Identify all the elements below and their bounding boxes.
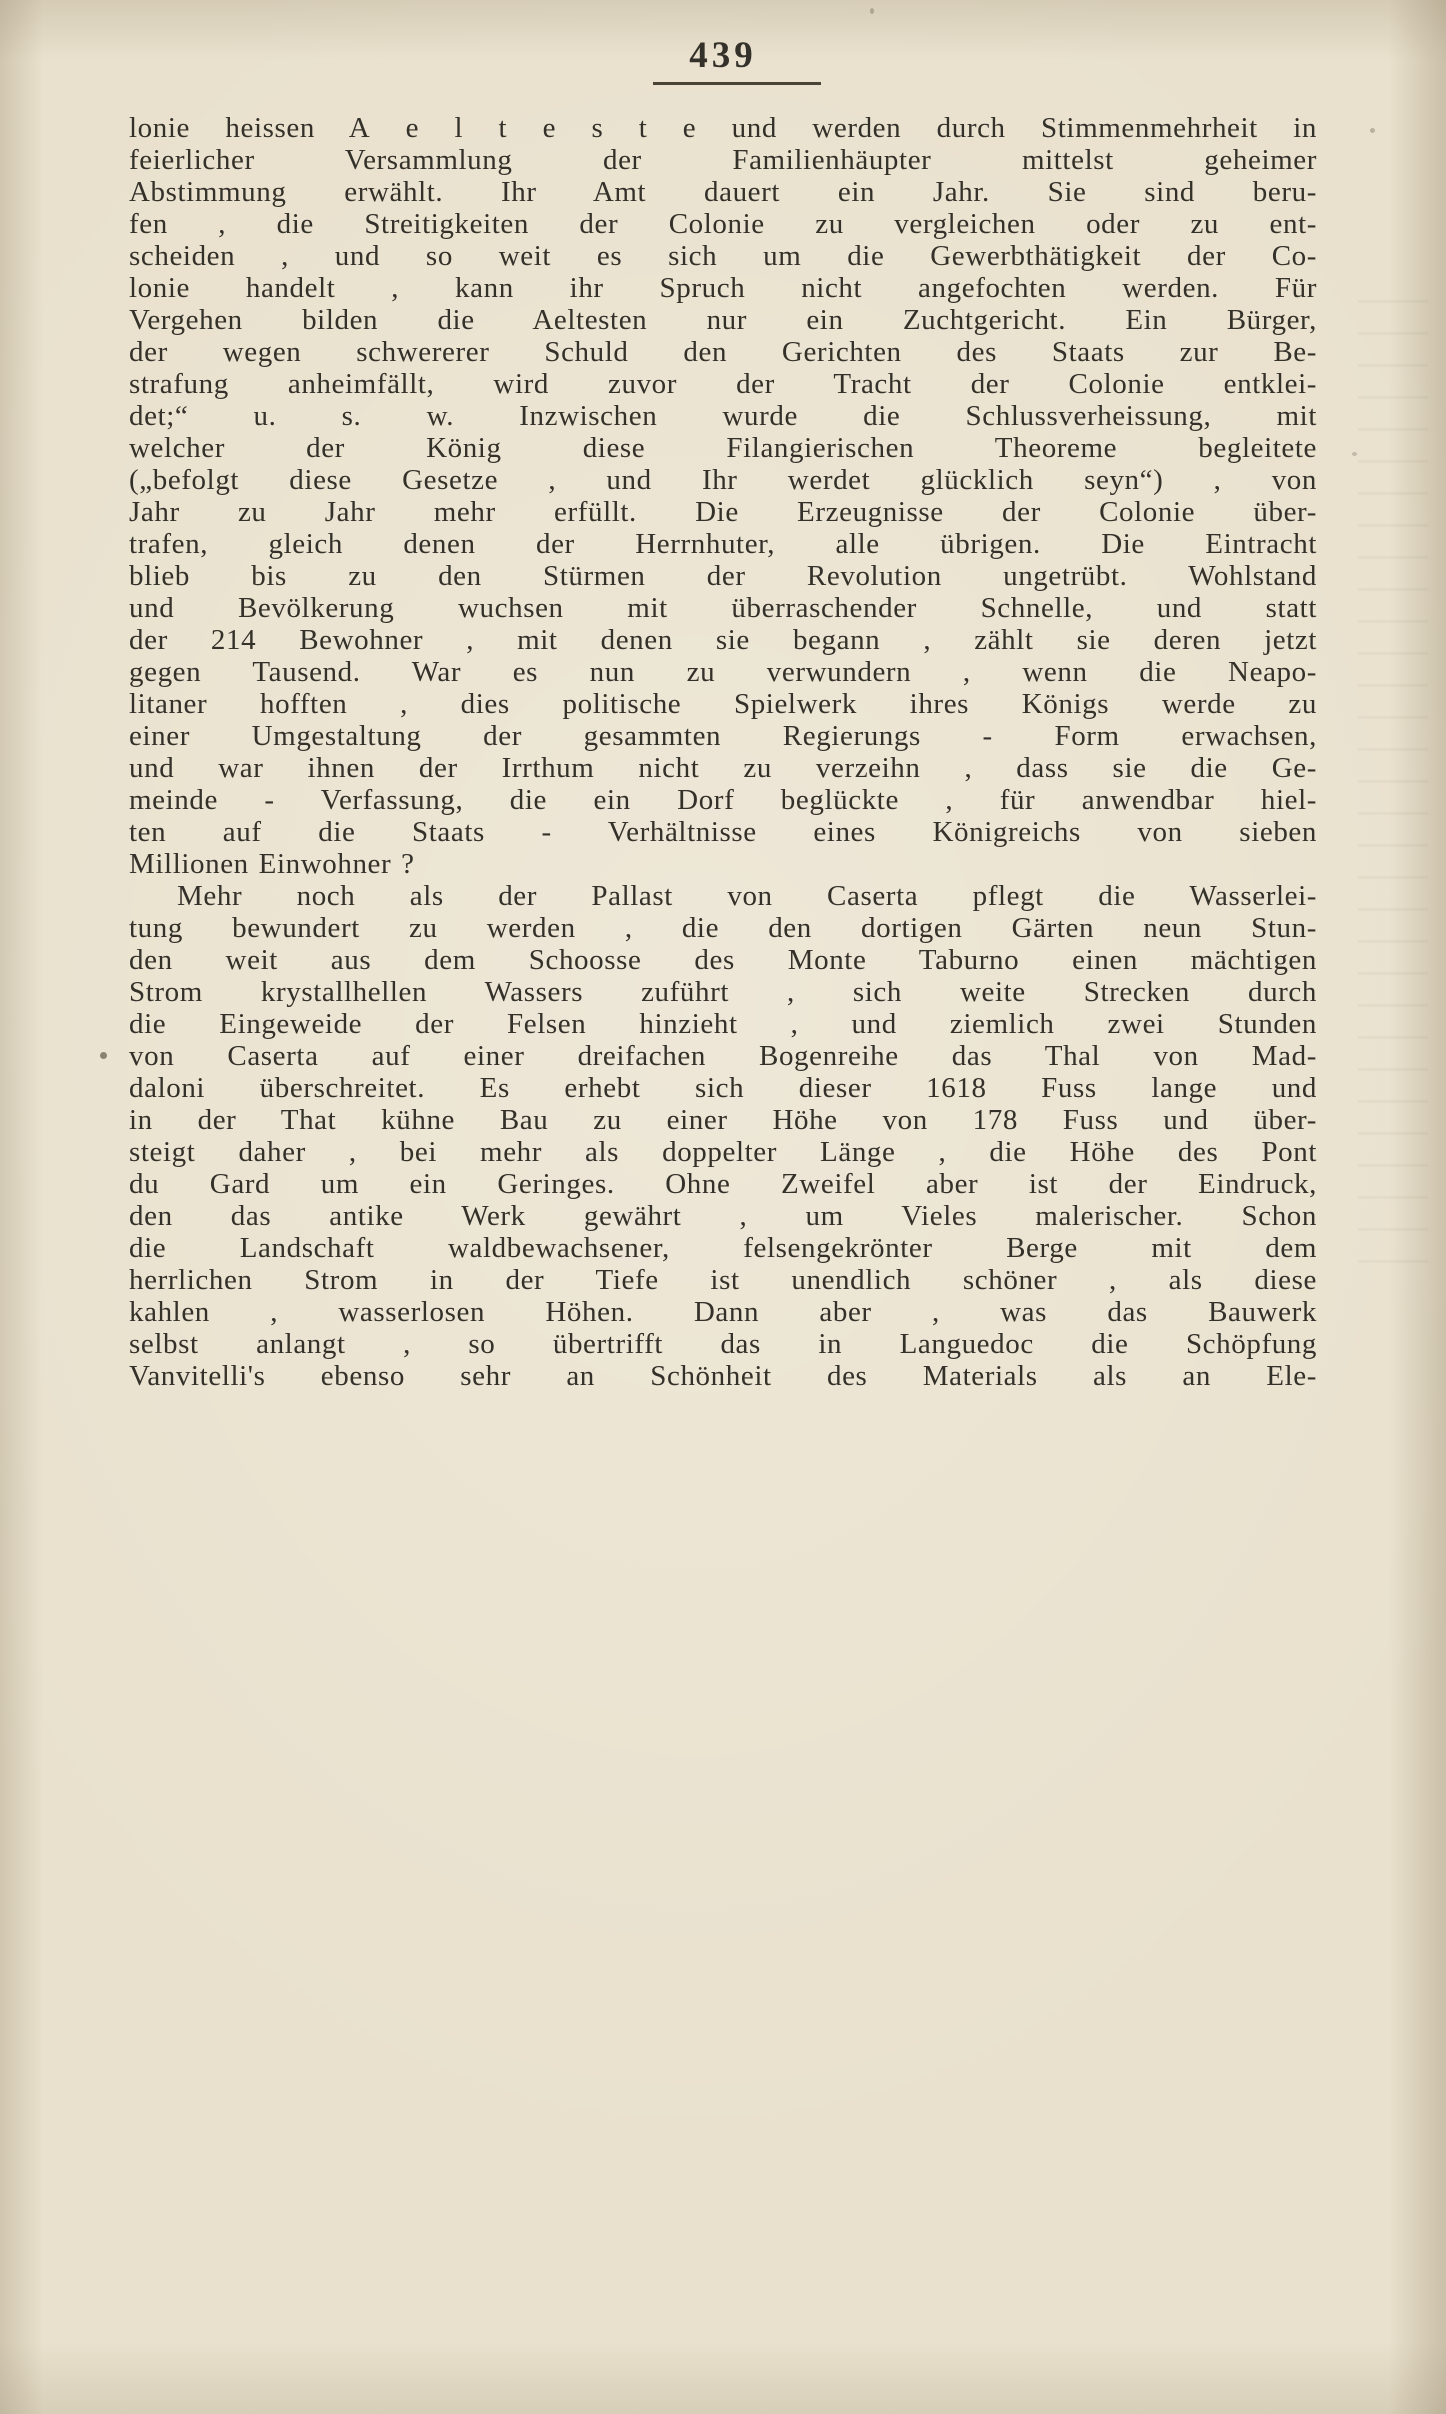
text-line: Vergehen bilden die Aeltesten nur ein Zuchtgericht. Ein Bürger,	[129, 304, 1317, 336]
text-line: der 214 Bewohner , mit denen sie begann , zählt sie deren jetzt	[129, 624, 1317, 656]
paper-speck	[1352, 452, 1357, 456]
text-line: steigt daher , bei mehr als doppelter Länge , die Höhe des Pont	[129, 1136, 1317, 1168]
paper-speck	[1370, 128, 1375, 133]
text-line: selbst anlangt , so übertrifft das in Languedoc die Schöpfung	[129, 1328, 1317, 1360]
text-line: scheiden , und so weit es sich um die Gewerbthätigkeit der Co-	[129, 240, 1317, 272]
text-line: meinde - Verfassung, die ein Dorf beglückte , für anwendbar hiel-	[129, 784, 1317, 816]
text-line: tung bewundert zu werden , die den dortigen Gärten neun Stun-	[129, 912, 1317, 944]
text-line: herrlichen Strom in der Tiefe ist unendlich schöner , als diese	[129, 1264, 1317, 1296]
text-line: feierlicher Versammlung der Familienhäupter mittelst geheimer	[129, 144, 1317, 176]
text-line: gegen Tausend. War es nun zu verwundern , wenn die Neapo-	[129, 656, 1317, 688]
paper-speck	[100, 1052, 107, 1059]
page-number: 439	[689, 35, 757, 76]
text-line: lonie heissen A e l t e s t e und werden durch Stimmenmehrheit in	[129, 112, 1317, 144]
text-line: det;“ u. s. w. Inzwischen wurde die Schlussverheissung, mit	[129, 400, 1317, 432]
text-line: strafung anheimfällt, wird zuvor der Tracht der Colonie entklei-	[129, 368, 1317, 400]
text-line: Millionen Einwohner ?	[129, 848, 415, 880]
ink-setoff-ghost	[1358, 300, 1428, 1280]
paper-speck	[870, 8, 874, 14]
text-line: Strom krystallhellen Wassers zuführt , sich weite Strecken durch	[129, 976, 1317, 1008]
text-line: Vanvitelli's ebenso sehr an Schönheit des Materials als an Ele-	[129, 1360, 1317, 1392]
text-line: Jahr zu Jahr mehr erfüllt. Die Erzeugnisse der Colonie über-	[129, 496, 1317, 528]
text-block	[129, 112, 1317, 1392]
text-line: trafen, gleich denen der Herrnhuter, alle übrigen. Die Eintracht	[129, 528, 1317, 560]
text-line: von Caserta auf einer dreifachen Bogenreihe das Thal von Mad-	[129, 1040, 1317, 1072]
text-line: lonie handelt , kann ihr Spruch nicht angefochten werden. Für	[129, 272, 1317, 304]
text-line: den weit aus dem Schoosse des Monte Taburno einen mächtigen	[129, 944, 1317, 976]
text-line: du Gard um ein Geringes. Ohne Zweifel aber ist der Eindruck,	[129, 1168, 1317, 1200]
text-line: fen , die Streitigkeiten der Colonie zu vergleichen oder zu ent-	[129, 208, 1317, 240]
page-header	[129, 34, 1317, 85]
text-line: welcher der König diese Filangierischen Theoreme begleitete	[129, 432, 1317, 464]
text-line: die Eingeweide der Felsen hinzieht , und ziemlich zwei Stunden	[129, 1008, 1317, 1040]
text-line: ten auf die Staats - Verhältnisse eines Königreichs von sieben	[129, 816, 1317, 848]
text-line: und war ihnen der Irrthum nicht zu verzeihn , dass sie die Ge-	[129, 752, 1317, 784]
text-line: kahlen , wasserlosen Höhen. Dann aber , was das Bauwerk	[129, 1296, 1317, 1328]
text-line: die Landschaft waldbewachsener, felsengekrönter Berge mit dem	[129, 1232, 1317, 1264]
text-line: den das antike Werk gewährt , um Vieles malerischer. Schon	[129, 1200, 1317, 1232]
text-line: in der That kühne Bau zu einer Höhe von 178 Fuss und über-	[129, 1104, 1317, 1136]
text-line: litaner hofften , dies politische Spielwerk ihres Königs werde zu	[129, 688, 1317, 720]
text-line: der wegen schwererer Schuld den Gerichten des Staats zur Be-	[129, 336, 1317, 368]
text-line: daloni überschreitet. Es erhebt sich dieser 1618 Fuss lange und	[129, 1072, 1317, 1104]
text-line: blieb bis zu den Stürmen der Revolution ungetrübt. Wohlstand	[129, 560, 1317, 592]
text-line: einer Umgestaltung der gesammten Regierungs - Form erwachsen,	[129, 720, 1317, 752]
text-line: („befolgt diese Gesetze , und Ihr werdet glücklich seyn“) , von	[129, 464, 1317, 496]
text-line: Abstimmung erwählt. Ihr Amt dauert ein Jahr. Sie sind beru-	[129, 176, 1317, 208]
page-number-rule	[653, 82, 821, 85]
text-line: Mehr noch als der Pallast von Caserta pflegt die Wasserlei-	[177, 880, 1317, 912]
text-line: und Bevölkerung wuchsen mit überraschender Schnelle, und statt	[129, 592, 1317, 624]
